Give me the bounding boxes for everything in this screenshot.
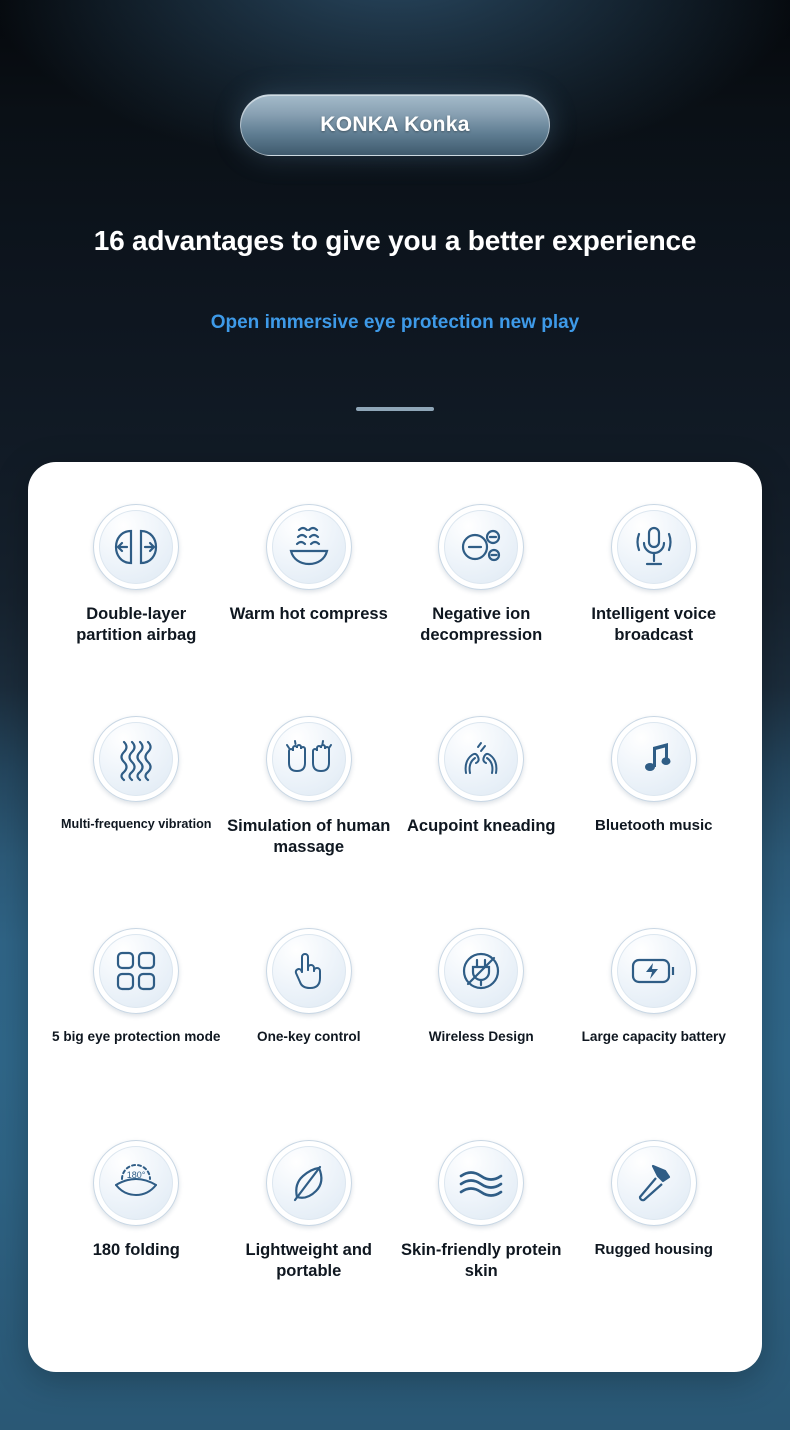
page-subtitle: Open immersive eye protection new play — [210, 312, 580, 333]
feature-item[interactable] — [395, 716, 568, 928]
no-plug-wireless-icon — [438, 928, 524, 1014]
fold-180-icon — [93, 1140, 179, 1226]
feature-label: Intelligent voice broadcast — [591, 605, 717, 645]
feature-label: Wireless Design — [428, 1029, 534, 1044]
hammer-icon — [611, 1140, 697, 1226]
music-note-icon — [611, 716, 697, 802]
feature-item[interactable] — [395, 1140, 568, 1352]
feature-item[interactable] — [395, 928, 568, 1140]
feature-label: 5 big eye protection mode — [52, 1029, 221, 1044]
features-card — [28, 462, 762, 1372]
feature-item[interactable] — [223, 716, 396, 928]
feature-item[interactable] — [50, 716, 223, 928]
feature-item[interactable] — [223, 1140, 396, 1352]
wave-lines-icon — [438, 1140, 524, 1226]
feature-item[interactable] — [568, 504, 741, 716]
feather-icon — [266, 1140, 352, 1226]
hot-compress-icon — [266, 504, 352, 590]
vibration-waves-icon — [93, 716, 179, 802]
negative-ion-icon — [438, 504, 524, 590]
brand-pill-label: KONKA Konka — [320, 113, 470, 136]
brand-pill[interactable] — [240, 94, 550, 156]
features-grid — [50, 504, 740, 1352]
hands-massage-icon — [266, 716, 352, 802]
feature-label: Large capacity battery — [581, 1029, 726, 1044]
feature-item[interactable] — [50, 1140, 223, 1352]
feature-label: Lightweight and portable — [245, 1241, 372, 1281]
feature-label: Multi-frequency vibration — [61, 817, 212, 831]
feature-item[interactable] — [395, 504, 568, 716]
battery-charge-icon — [611, 928, 697, 1014]
divider — [356, 407, 434, 411]
feature-label: Skin-friendly protein skin — [401, 1241, 562, 1281]
page-title: 16 advantages to give you a better experience — [93, 225, 697, 256]
acupoint-kneading-icon — [438, 716, 524, 802]
feature-item[interactable] — [568, 1140, 741, 1352]
microphone-icon — [611, 504, 697, 590]
feature-label: Double-layer partition airbag — [76, 605, 197, 645]
feature-label: Bluetooth music — [594, 817, 713, 834]
feature-item[interactable] — [568, 716, 741, 928]
feature-label: Simulation of human massage — [227, 817, 391, 857]
feature-label: One-key control — [257, 1029, 361, 1044]
feature-label: Rugged housing — [594, 1241, 713, 1258]
feature-item[interactable] — [223, 928, 396, 1140]
feature-item[interactable] — [50, 928, 223, 1140]
feature-item[interactable] — [50, 504, 223, 716]
feature-label: Acupoint kneading — [407, 817, 556, 835]
one-key-touch-icon — [266, 928, 352, 1014]
feature-label: Negative ion decompression — [420, 605, 543, 645]
four-squares-mode-icon — [93, 928, 179, 1014]
brand-pill-container — [0, 94, 790, 156]
feature-label: Warm hot compress — [229, 605, 388, 623]
airbag-icon — [93, 504, 179, 590]
feature-item[interactable] — [223, 504, 396, 716]
feature-label: 180 folding — [92, 1241, 180, 1259]
feature-item[interactable] — [568, 928, 741, 1140]
svg-text:180°: 180° — [126, 1170, 146, 1180]
